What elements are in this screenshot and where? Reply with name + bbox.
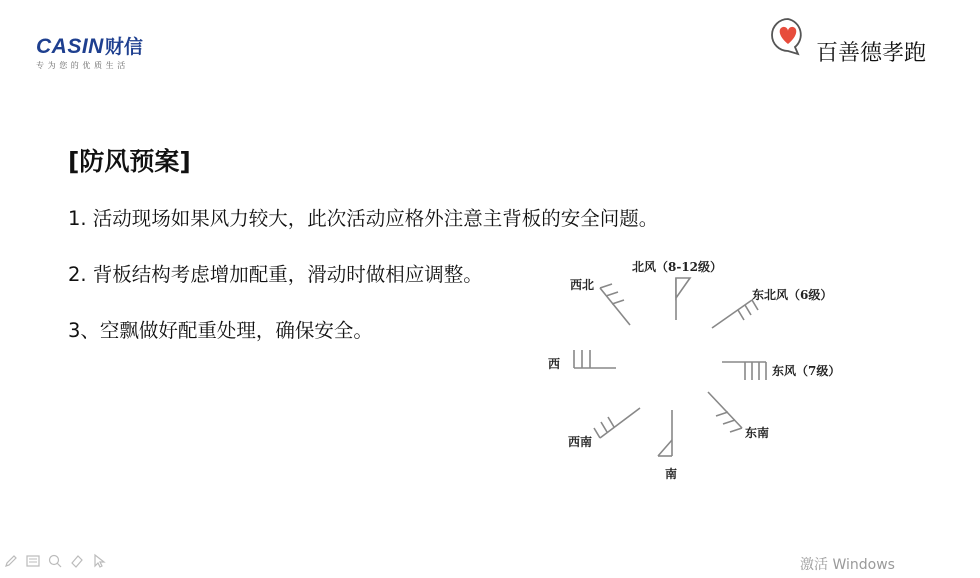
wind-barb-south [658,410,672,456]
wind-direction-diagram [540,248,870,488]
activation-watermark: 激活 Windows [800,557,895,573]
plan-item-1: 1. 活动现场如果风力较大，此次活动应格外注意主背板的安全问题。 [68,207,659,230]
wind-barb-east [722,362,766,380]
wind-barb-northeast [712,300,758,328]
label-west: 西 [548,357,561,371]
wind-barb-northwest [600,284,630,325]
label-southeast: 东南 [745,426,770,440]
eraser-icon[interactable] [68,552,86,570]
pen-icon[interactable] [2,552,20,570]
logo-slogan: 专为您的优质生活 [36,61,129,70]
brand-mark [768,16,968,76]
brand-text: 百善德孝跑 [816,41,927,66]
label-north: 北风（8-12级） [632,260,723,274]
wind-barb-southeast [708,392,742,432]
logo-wordmark: CASIN [36,35,104,58]
wind-barb-north [676,278,690,320]
label-south: 南 [665,467,678,481]
plan-item-3: 3、空飘做好配重处理，确保安全。 [68,319,373,342]
presenter-toolbar [2,552,108,570]
zoom-icon[interactable] [46,552,64,570]
casin-logo [36,32,143,71]
slide-title: [防风预案] [68,147,191,176]
wind-barb-west [574,350,616,368]
label-northwest: 西北 [570,278,595,292]
pointer-icon[interactable] [90,552,108,570]
label-southwest: 西南 [568,435,593,449]
logo-chinese: 财信 [104,36,143,58]
label-northeast: 东北风（6级） [752,288,833,302]
heart-chat-icon [768,16,808,56]
slides-icon[interactable] [24,552,42,570]
plan-item-2: 2. 背板结构考虑增加配重，滑动时做相应调整。 [68,263,483,286]
label-east: 东风（7级） [772,364,841,378]
wind-barb-southwest [594,408,640,438]
